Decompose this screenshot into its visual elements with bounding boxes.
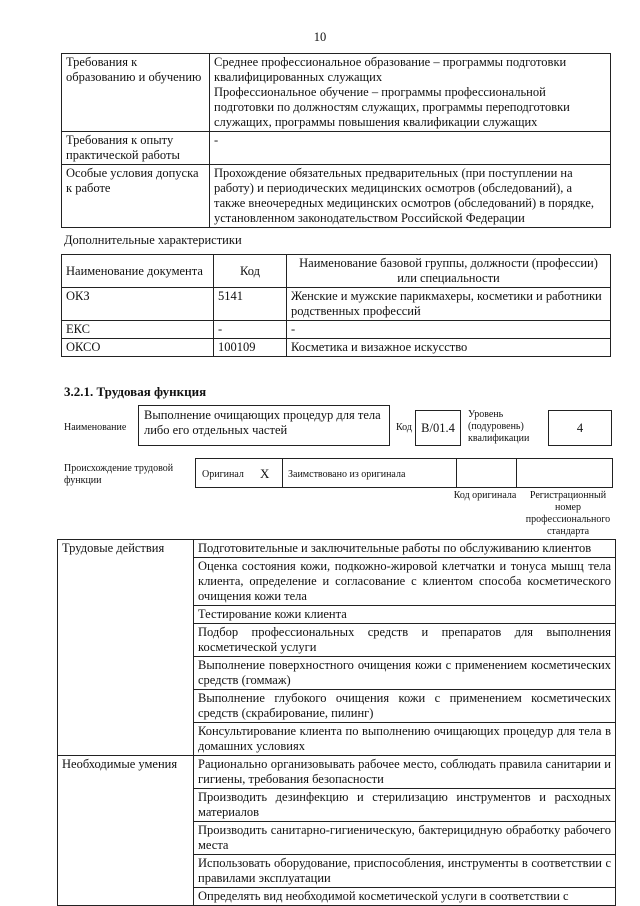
- cell: 100109: [214, 339, 287, 357]
- original-label: Оригинал: [202, 469, 244, 480]
- list-item: Консультирование клиента по выполнению очищающих процедур для тела в домашних условиях: [194, 723, 616, 756]
- table-row: [62, 339, 611, 357]
- row-value-line: Профессиональное обучение – программы профессиональной подготовки по должностям служащих, программы переподготовки служащих, программы повышения квалификации служащих: [214, 85, 570, 129]
- function-heading: 3.2.1. Трудовая функция: [64, 384, 207, 399]
- cell: Косметика и визажное искусство: [287, 339, 611, 357]
- table-row: [62, 165, 611, 228]
- row-value: Прохождение обязательных предварительных (при поступлении на работу) и периодических медицинских осмотров (обследований), а также внеочередных медицинских осмотров (обследований) в порядке, установленном законодательством Российской Федерации: [210, 165, 611, 228]
- divider: [456, 459, 457, 487]
- cell: -: [214, 321, 287, 339]
- list-item: Выполнение глубокого очищения кожи с применением косметических средств (скрабирование, пилинг): [194, 690, 616, 723]
- row-value: -: [210, 132, 611, 165]
- list-item: Производить санитарно-гигиеническую, бактерицидную обработку рабочего места: [194, 822, 616, 855]
- section-label: Необходимые умения: [58, 756, 194, 906]
- additional-table: [61, 254, 611, 357]
- code-label: Код: [396, 422, 412, 433]
- origin-row: [195, 458, 613, 488]
- name-value: Выполнение очищающих процедур для тела либо его отдельных частей: [144, 408, 381, 437]
- table-header-row: [62, 255, 611, 288]
- borrowed-label: Заимствовано из оригинала: [288, 469, 406, 480]
- list-item: Тестирование кожи клиента: [194, 606, 616, 624]
- table-row: [62, 321, 611, 339]
- list-item: Выполнение поверхностного очищения кожи с применением косметических средств (гоммаж): [194, 657, 616, 690]
- list-item: Определять вид необходимой косметической услуги в соответствии с: [194, 888, 616, 906]
- divider: [282, 459, 283, 487]
- list-item: Оценка состояния кожи, подкожно-жировой клетчатки и тонуса мышц тела клиента, определение и согласование с клиентом способа косметического очищения кожи тела: [194, 558, 616, 606]
- cell: ОКСО: [62, 339, 214, 357]
- actions-table: [57, 539, 616, 906]
- requirements-table: [61, 53, 611, 228]
- level-value-box: [548, 410, 612, 446]
- header-code: Код: [214, 255, 287, 288]
- reg-caption: Регистрационный номер профессионального стандарта: [525, 490, 611, 537]
- row-label: Требования к образованию и обучению: [62, 54, 210, 132]
- additional-title: Дополнительные характеристики: [64, 233, 242, 247]
- cell: ОКЗ: [62, 288, 214, 321]
- original-mark: X: [260, 466, 270, 481]
- list-item: Производить дезинфекцию и стерилизацию инструментов и расходных материалов: [194, 789, 616, 822]
- table-row: [62, 132, 611, 165]
- list-item: Подготовительные и заключительные работы по обслуживанию клиентов: [194, 540, 616, 558]
- table-row: [62, 288, 611, 321]
- list-item: Подбор профессиональных средств и препаратов для выполнения косметической услуги: [194, 624, 616, 657]
- row-label: Требования к опыту практической работы: [62, 132, 210, 165]
- name-label: Наименование: [64, 422, 127, 433]
- code-value: B/01.4: [421, 421, 455, 435]
- level-label: Уровень (подуровень) квалификации: [468, 409, 530, 444]
- list-item: Рационально организовывать рабочее место, соблюдать правила санитарии и гигиены, требования безопасности: [194, 756, 616, 789]
- header-group: Наименование базовой группы, должности (профессии) или специальности: [287, 255, 611, 288]
- row-value-line: Среднее профессиональное образование – программы подготовки квалифицированных служащих: [214, 55, 567, 84]
- table-row: [62, 54, 611, 132]
- section-label: Трудовые действия: [58, 540, 194, 756]
- cell: ЕКС: [62, 321, 214, 339]
- divider: [516, 459, 517, 487]
- cell: -: [287, 321, 611, 339]
- cell: Женские и мужские парикмахеры, косметики и работники родственных профессий: [287, 288, 611, 321]
- table-row: [58, 756, 616, 789]
- page-number: 10: [313, 30, 327, 44]
- origin-label: Происхождение трудовой функции: [64, 463, 174, 486]
- list-item: Использовать оборудование, приспособления, инструменты в соответствии с правилами эксплуатации: [194, 855, 616, 888]
- table-row: [58, 540, 616, 558]
- cell: 5141: [214, 288, 287, 321]
- name-value-box: [138, 405, 390, 446]
- code-value-box: [415, 410, 461, 446]
- row-label: Особые условия допуска к работе: [62, 165, 210, 228]
- code-caption: Код оригинала: [453, 490, 517, 501]
- level-value: 4: [576, 421, 584, 435]
- header-doc: Наименование документа: [62, 255, 214, 288]
- row-value: [210, 54, 611, 132]
